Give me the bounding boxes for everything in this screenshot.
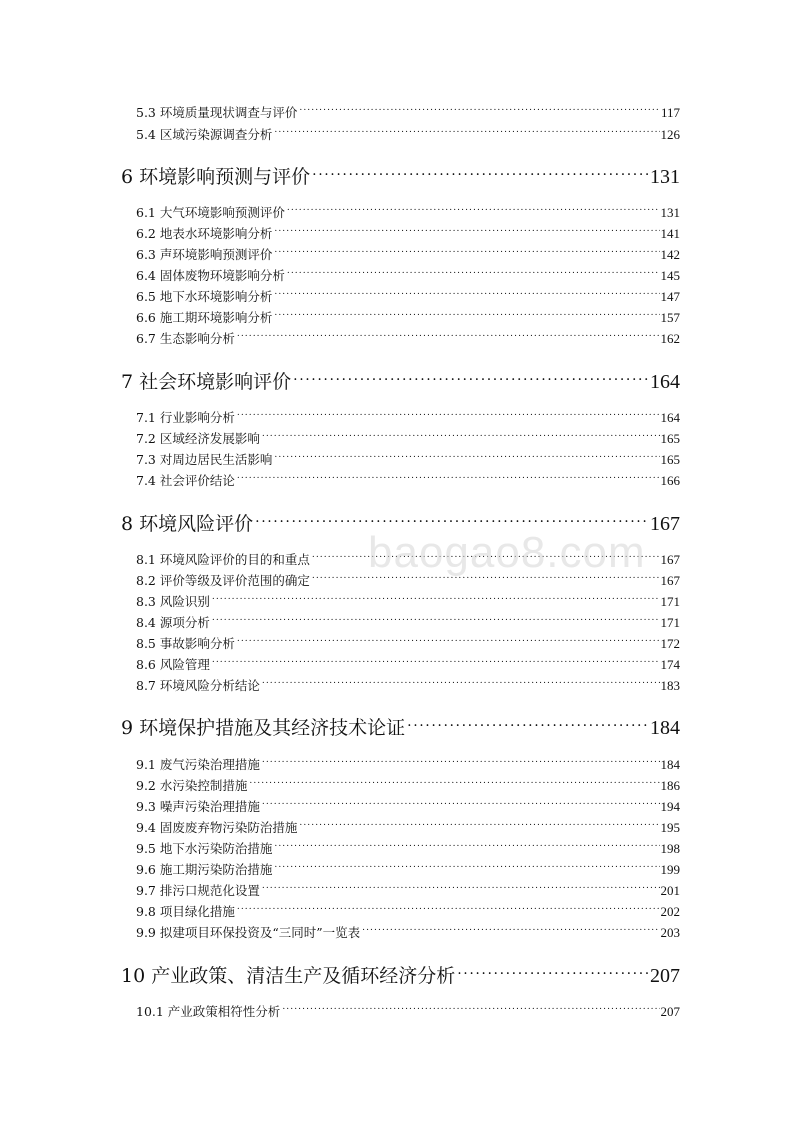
toc-leader-dots bbox=[212, 607, 660, 627]
toc-entry-label: 6.3 声环境影响预测评价 bbox=[136, 247, 273, 262]
toc-entry-page: 186 bbox=[660, 778, 680, 793]
toc-leader-dots bbox=[237, 465, 660, 485]
toc-entry-label: 8.2 评价等级及评价范围的确定 bbox=[136, 573, 310, 588]
toc-chapter-page: 167 bbox=[650, 513, 680, 535]
toc-entry-label: 9.7 排污口规范化设置 bbox=[136, 883, 260, 898]
toc-leader-dots bbox=[293, 360, 649, 388]
toc-entry-page: 194 bbox=[660, 799, 680, 814]
toc-entry-page: 165 bbox=[660, 431, 680, 446]
toc-entry-page: 117 bbox=[660, 105, 680, 120]
toc-entry-9-6[interactable] bbox=[136, 854, 680, 877]
toc-entry-page: 202 bbox=[660, 904, 680, 919]
toc-chapter-page: 184 bbox=[650, 717, 680, 739]
toc-entry-7-4[interactable] bbox=[136, 465, 680, 488]
toc-entry-label: 6.2 地表水环境影响分析 bbox=[136, 226, 273, 241]
toc-entry-label: 9.3 噪声污染治理措施 bbox=[136, 799, 260, 814]
toc-entry-8-4[interactable] bbox=[136, 607, 680, 630]
toc-entry-label: 6.5 地下水环境影响分析 bbox=[136, 289, 273, 304]
toc-chapter-page: 207 bbox=[650, 965, 680, 987]
toc-leader-dots bbox=[274, 833, 659, 853]
toc-entry-9-1[interactable] bbox=[136, 749, 680, 772]
toc-leader-dots bbox=[255, 502, 649, 530]
toc-leader-dots bbox=[287, 260, 660, 280]
toc-leader-dots bbox=[274, 218, 659, 238]
toc-entry-label: 8.4 源项分析 bbox=[136, 615, 210, 630]
toc-entry-label: 9.9 拟建项目环保投资及“三同时”一览表 bbox=[136, 925, 361, 940]
toc-leader-dots bbox=[237, 628, 660, 648]
toc-entry-9-8[interactable] bbox=[136, 896, 680, 919]
toc-entry-page: 167 bbox=[660, 552, 680, 567]
toc-entry-label: 10.1 产业政策相符性分析 bbox=[136, 1004, 281, 1019]
toc-entry-label: 8.1 环境风险评价的目的和重点 bbox=[136, 552, 310, 567]
toc-chapter-label: 7 社会环境影响评价 bbox=[121, 371, 292, 393]
toc-chapter-label: 9 环境保护措施及其经济技术论证 bbox=[121, 717, 406, 739]
toc-entry-page: 183 bbox=[660, 678, 680, 693]
toc-entry-label: 7.3 对周边居民生活影响 bbox=[136, 452, 273, 467]
toc-leader-dots bbox=[312, 544, 660, 564]
toc-entry-9-7[interactable] bbox=[136, 875, 680, 898]
toc-entry-label: 9.1 废气污染治理措施 bbox=[136, 757, 260, 772]
toc-entry-page: 141 bbox=[660, 226, 680, 241]
toc-entry-8-5[interactable] bbox=[136, 628, 680, 651]
toc-entry-page: 195 bbox=[660, 820, 680, 835]
toc-entry-page: 164 bbox=[660, 410, 680, 425]
toc-entry-6-5[interactable] bbox=[136, 281, 680, 304]
toc-entry-page: 174 bbox=[660, 657, 680, 672]
toc-chapter-page: 131 bbox=[650, 166, 680, 188]
toc-leader-dots bbox=[287, 197, 660, 217]
toc-chapter-label: 6 环境影响预测与评价 bbox=[121, 166, 311, 188]
toc-entry-page: 131 bbox=[660, 205, 680, 220]
toc-entry-page: 162 bbox=[660, 331, 680, 346]
toc-chapter-8[interactable] bbox=[121, 502, 680, 535]
toc-chapter-7[interactable] bbox=[121, 360, 680, 393]
toc-entry-label: 6.4 固体废物环境影响分析 bbox=[136, 268, 285, 283]
toc-entry-label: 6.1 大气环境影响预测评价 bbox=[136, 205, 285, 220]
toc-entry-6-3[interactable] bbox=[136, 239, 680, 262]
toc-chapter-label: 10 产业政策、清洁生产及循环经济分析 bbox=[121, 965, 456, 987]
toc-entry-label: 5.3 环境质量现状调查与评价 bbox=[136, 105, 298, 120]
toc-leader-dots bbox=[237, 896, 660, 916]
watermark-logo: baogao8.com bbox=[368, 528, 646, 577]
toc-leader-dots bbox=[237, 323, 660, 343]
toc-leader-dots bbox=[362, 917, 659, 937]
toc-entry-page: 142 bbox=[660, 247, 680, 262]
toc-leader-dots bbox=[212, 586, 660, 606]
toc-leader-dots bbox=[274, 281, 659, 301]
toc-entry-page: 167 bbox=[660, 573, 680, 588]
toc-entry-label: 8.5 事故影响分析 bbox=[136, 636, 235, 651]
toc-chapter-9[interactable] bbox=[121, 706, 680, 739]
toc-leader-dots bbox=[249, 770, 659, 790]
toc-leader-dots bbox=[274, 239, 659, 259]
toc-leader-dots bbox=[274, 444, 659, 464]
toc-entry-label: 8.7 环境风险分析结论 bbox=[136, 678, 260, 693]
toc-entry-label: 9.5 地下水污染防治措施 bbox=[136, 841, 273, 856]
toc-leader-dots bbox=[212, 649, 660, 669]
toc-entry-8-3[interactable] bbox=[136, 586, 680, 609]
toc-entry-page: 165 bbox=[660, 452, 680, 467]
toc-entry-label: 9.6 施工期污染防治措施 bbox=[136, 862, 273, 877]
toc-entry-page: 171 bbox=[660, 615, 680, 630]
toc-leader-dots bbox=[299, 812, 659, 832]
toc-entry-9-9[interactable] bbox=[136, 917, 680, 940]
toc-leader-dots bbox=[262, 423, 660, 443]
toc-entry-8-6[interactable] bbox=[136, 649, 680, 672]
toc-entry-6-4[interactable] bbox=[136, 260, 680, 283]
toc-entry-page: 198 bbox=[660, 841, 680, 856]
toc-entry-page: 145 bbox=[660, 268, 680, 283]
toc-entry-page: 199 bbox=[660, 862, 680, 877]
toc-entry-5-4[interactable] bbox=[136, 119, 680, 142]
toc-entry-page: 172 bbox=[660, 636, 680, 651]
toc-entry-page: 147 bbox=[660, 289, 680, 304]
toc-leader-dots bbox=[262, 670, 660, 690]
toc-entry-label: 7.2 区域经济发展影响 bbox=[136, 431, 260, 446]
toc-entry-7-1[interactable] bbox=[136, 402, 680, 425]
toc-leader-dots bbox=[312, 155, 649, 183]
toc-entry-9-2[interactable] bbox=[136, 770, 680, 793]
toc-leader-dots bbox=[299, 97, 660, 117]
toc-leader-dots bbox=[407, 706, 649, 734]
toc-entry-label: 6.6 施工期环境影响分析 bbox=[136, 310, 273, 325]
toc-entry-page: 184 bbox=[660, 757, 680, 772]
toc-entry-label: 7.1 行业影响分析 bbox=[136, 410, 235, 425]
toc-entry-page: 171 bbox=[660, 594, 680, 609]
toc-entry-label: 7.4 社会评价结论 bbox=[136, 473, 235, 488]
toc-leader-dots bbox=[274, 302, 659, 322]
toc-leader-dots bbox=[274, 119, 659, 139]
toc-entry-10-1[interactable] bbox=[136, 996, 680, 1019]
toc-chapter-page: 164 bbox=[650, 371, 680, 393]
toc-chapter-label: 8 环境风险评价 bbox=[121, 513, 254, 535]
toc-leader-dots bbox=[282, 996, 659, 1016]
toc-entry-8-2[interactable] bbox=[136, 565, 680, 588]
toc-entry-6-6[interactable] bbox=[136, 302, 680, 325]
toc-entry-page: 201 bbox=[660, 883, 680, 898]
toc-entry-9-3[interactable] bbox=[136, 791, 680, 814]
toc-entry-page: 166 bbox=[660, 473, 680, 488]
toc-entry-page: 157 bbox=[660, 310, 680, 325]
toc-entry-label: 8.6 风险管理 bbox=[136, 657, 210, 672]
toc-entry-8-7[interactable] bbox=[136, 670, 680, 693]
toc-entry-label: 5.4 区域污染源调查分析 bbox=[136, 127, 273, 142]
toc-entry-5-3[interactable] bbox=[136, 97, 680, 120]
toc-entry-7-2[interactable] bbox=[136, 423, 680, 446]
toc-entry-label: 9.2 水污染控制措施 bbox=[136, 778, 248, 793]
toc-leader-dots bbox=[237, 402, 660, 422]
toc-entry-6-7[interactable] bbox=[136, 323, 680, 346]
toc-leader-dots bbox=[312, 565, 660, 585]
toc-entry-9-4[interactable] bbox=[136, 812, 680, 835]
toc-entry-6-1[interactable] bbox=[136, 197, 680, 220]
toc-leader-dots bbox=[262, 749, 660, 769]
toc-entry-page: 207 bbox=[660, 1004, 680, 1019]
toc-entry-9-5[interactable] bbox=[136, 833, 680, 856]
toc-entry-page: 203 bbox=[660, 925, 680, 940]
toc-entry-label: 9.4 固废废弃物污染防治措施 bbox=[136, 820, 298, 835]
toc-leader-dots bbox=[262, 875, 660, 895]
toc-entry-page: 126 bbox=[660, 127, 680, 142]
toc-chapter-6[interactable] bbox=[121, 155, 680, 188]
toc-entry-6-2[interactable] bbox=[136, 218, 680, 241]
toc-entry-7-3[interactable] bbox=[136, 444, 680, 467]
toc-entry-8-1[interactable] bbox=[136, 544, 680, 567]
toc-leader-dots bbox=[457, 954, 649, 982]
toc-leader-dots bbox=[262, 791, 660, 811]
toc-chapter-10[interactable] bbox=[121, 954, 680, 987]
toc-entry-label: 8.3 风险识别 bbox=[136, 594, 210, 609]
toc-entry-label: 9.8 项目绿化措施 bbox=[136, 904, 235, 919]
toc-entry-label: 6.7 生态影响分析 bbox=[136, 331, 235, 346]
toc-leader-dots bbox=[274, 854, 659, 874]
